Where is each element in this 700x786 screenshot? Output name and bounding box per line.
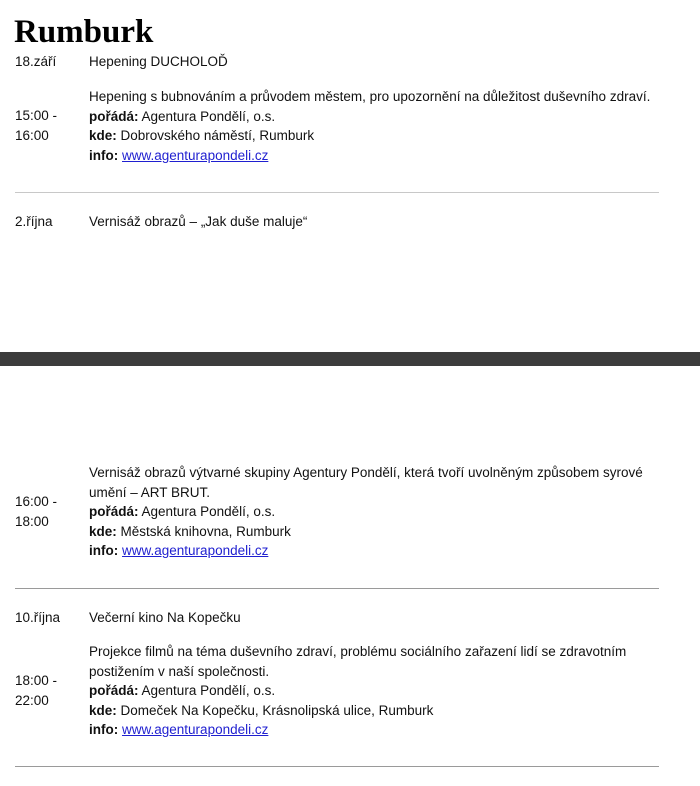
event-2-description-line1: Vernisáž obrazů výtvarné skupiny Agentury Pondělí, která tvoří uvolněným způsobem syrové [89,465,643,480]
event-3-where-line [89,701,664,721]
event-2-description-line2: umění – ART BRUT. [89,484,211,500]
event-2-organizer: Agentura Pondělí, o.s. [141,504,276,519]
info-label: info: [89,722,119,737]
event-2-time-start: 16:00 - [15,494,58,509]
event-3-organizer-line [89,681,664,701]
event-1-title: Hepening DUCHOLOĎ [89,54,228,69]
event-3-date: 10.října [15,610,61,625]
event-1-description: Hepening s bubnováním a průvodem městem, pro upozornění na důležitost duševního zdraví. [89,89,651,104]
event-2-info-line [89,541,664,561]
event-1-details [89,87,664,165]
event-1-info-link[interactable]: www.agenturapondeli.cz [122,147,269,163]
event-3-time [15,671,85,710]
event-1-date: 18.září [15,54,57,69]
event-3-time-start: 18:00 - [15,673,58,688]
event-2-where: Městská knihovna, Rumburk [120,523,291,539]
event-3-time-end: 22:00 [15,692,49,708]
event-3-where: Domeček Na Kopečku, Krásnolipská ulice, Rumburk [120,702,434,718]
event-2-details [89,463,664,561]
organizer-label: pořádá: [89,108,139,124]
where-label: kde: [89,128,117,143]
event-1-time-end: 16:00 [15,127,49,143]
event-separator [15,766,659,767]
document-page-2 [0,366,700,786]
event-1-organizer: Agentura Pondělí, o.s. [141,108,276,124]
page-break [0,352,700,366]
document-page-1 [0,0,700,352]
info-label: info: [89,147,119,163]
event-3-description-line1: Projekce filmů na téma duševního zdraví, problému sociálního zařazení lidí se zdravotním [89,644,627,659]
where-label: kde: [89,702,117,718]
organizer-label: pořádá: [89,504,139,519]
event-separator [15,588,659,589]
event-3-description-line2: postižením v naší společnosti. [89,663,270,679]
event-3-info-link[interactable]: www.agenturapondeli.cz [122,722,269,737]
event-1-organizer-line [89,107,664,127]
info-label: info: [89,543,119,558]
event-1-time [15,106,85,145]
event-2-time-end: 18:00 [15,513,49,529]
event-2-title: Vernisáž obrazů – „Jak duše maluje“ [89,214,308,229]
page-title: Rumburk [14,14,154,50]
event-3-title: Večerní kino Na Kopečku [89,610,241,625]
event-1-where-line [89,126,664,146]
event-2-time [15,492,85,531]
event-1-info-line [89,146,664,166]
event-separator [15,192,659,193]
event-1-time-start: 15:00 - [15,108,58,123]
organizer-label: pořádá: [89,683,139,698]
event-2-organizer-line [89,502,664,522]
event-2-where-line [89,522,664,542]
event-3-organizer: Agentura Pondělí, o.s. [141,683,276,698]
event-2-date: 2.října [15,214,53,229]
event-3-details [89,642,664,740]
event-2-info-link[interactable]: www.agenturapondeli.cz [122,543,269,558]
event-3-info-line [89,720,664,740]
where-label: kde: [89,523,117,539]
event-1-where: Dobrovského náměstí, Rumburk [120,128,315,143]
